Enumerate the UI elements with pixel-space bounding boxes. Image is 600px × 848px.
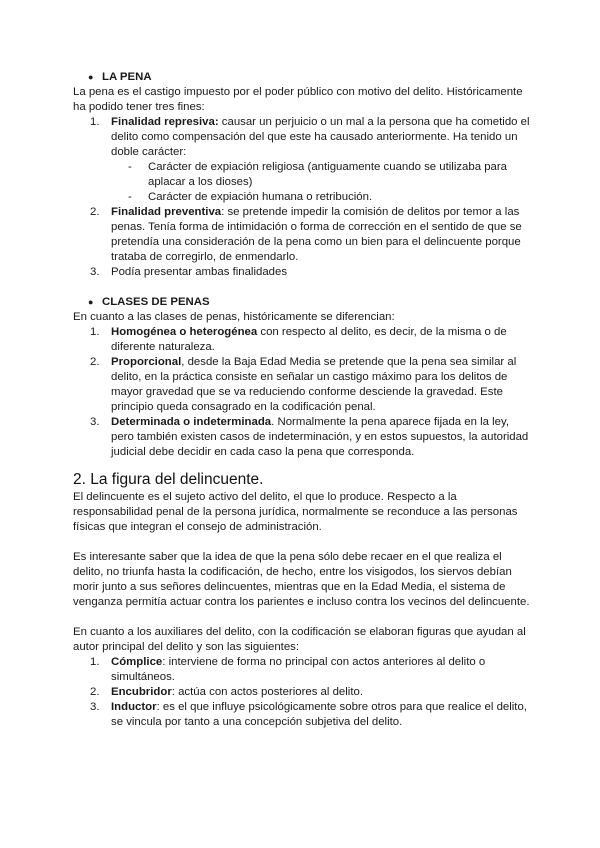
auxiliares-list: [73, 655, 533, 730]
sub-list-item: - Carácter de expiación religiosa (antiguamente cuando se utilizaba para aplacar a los dioses): [128, 161, 508, 188]
list-item: 2. Proporcional, desde la Baja Edad Media se pretende que la pena sea similar al delito, en la práctica consiste en señalar un castigo máximo para los delitos de mayor gravedad que se va reduciendo conforme desciende la gravedad. Este principio queda consagrado en la codificación penal.: [90, 356, 517, 413]
list-item: 1. Finalidad represiva: causar un perjuicio o un mal a la persona que ha cometido el delito como compensación del que este ha causado anteriormente. Ha tenido un doble carácter:: [90, 116, 530, 158]
list-item: 3. Inductor: es el que influye psicológicamente sobre otros para que realice el delito, se vincula por tanto a una concepción subjetiva del delito.: [90, 701, 527, 728]
bullet-icon: ●: [88, 72, 94, 82]
clases-list: [73, 325, 533, 460]
section-heading-pena: [73, 70, 533, 85]
list-item: 3. Determinada o indeterminada. Normalmente la pena aparece fijada en la ley, pero también existen casos de indeterminación, y en estos supuestos, la autoridad judicial debe decidir en cada caso la pena que corresponda.: [90, 416, 529, 458]
pena-list: [73, 115, 533, 280]
list-item: 1. Cómplice: interviene de forma no principal con actos anteriores al delito o simultáneos.: [90, 656, 486, 683]
paragraph: Es interesante saber que la idea de que la pena sólo debe recaer en el que realiza el delito, no triunfa hasta la codificación, de hecho, entre los visigodos, los siervos debían morir junto a sus señores delincuentes, mientras que en la Edad Media, el sistema de venganza permitía actuar contra los parientes e incluso contra los vecinos del delincuente.: [73, 551, 530, 608]
list-item: 2. Finalidad preventiva: se pretende impedir la comisión de delitos por temor a las penas. Tenía forma de intimidación o forma de corrección en el sentido de que se pretendía una consideración de la pena como un bien para el delincuente porque trataba de corregirlo, de enmendarlo.: [90, 206, 522, 263]
list-item: 2. Encubridor: actúa con actos posteriores al delito.: [90, 686, 363, 698]
pena-intro: La pena es el castigo impuesto por el poder público con motivo del delito. Históricamente ha podido tener tres fines:: [73, 86, 523, 113]
section-heading-clases: [73, 295, 533, 310]
list-item: 1. Homogénea o heterogénea con respecto al delito, es decir, de la misma o de diferente naturaleza.: [90, 326, 507, 353]
paragraph: El delincuente es el sujeto activo del delito, el que lo produce. Respecto a la responsabilidad penal de la persona jurídica, normalmente se reconduce a las personas físicas que integran el consejo de administración.: [73, 491, 518, 533]
section-title-delincuente: 2. La figura del delincuente.: [73, 471, 264, 488]
heading-text: CLASES DE PENAS: [102, 296, 210, 308]
bullet-icon: ●: [88, 297, 94, 307]
heading-text: LA PENA: [102, 71, 152, 83]
document-page: [73, 70, 533, 730]
sub-list-item: - Carácter de expiación humana o retribución.: [128, 191, 373, 203]
clases-intro: En cuanto a las clases de penas, históricamente se diferencian:: [73, 311, 395, 323]
paragraph: En cuanto a los auxiliares del delito, con la codificación se elaboran figuras que ayudan al autor principal del delito y son las siguientes:: [73, 626, 526, 653]
list-item: 3. Podía presentar ambas finalidades: [90, 266, 288, 278]
